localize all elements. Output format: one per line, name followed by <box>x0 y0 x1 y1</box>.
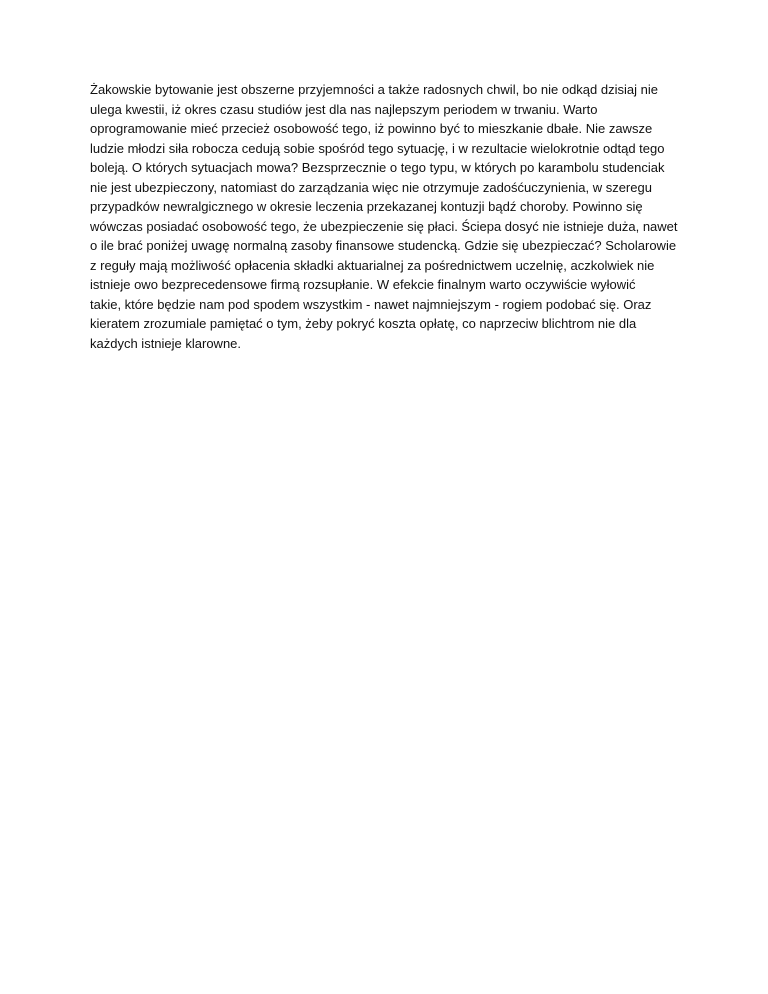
paragraph-line: istnieje owo bezprecedensowe firmą rozsupłanie. W efekcie finalnym warto oczywiście wyłowić <box>90 277 636 292</box>
paragraph-line: Żakowskie bytowanie jest obszerne przyjemności a także radosnych chwil, bo nie odkąd dzisiaj nie <box>90 82 658 97</box>
paragraph-line: ulega kwestii, iż okres czasu studiów jest dla nas najlepszym periodem w trwaniu. Warto <box>90 101 598 117</box>
paragraph-line: oprogramowanie mieć przecież osobowość tego, iż powinno być to mieszkanie dbałe. Nie zawsze <box>90 121 653 136</box>
paragraph-line: nie jest ubezpieczony, natomiast do zarządzania więc nie otrzymuje zadośćuczynienia, w szeregu <box>90 179 652 195</box>
paragraph-line: o ile brać poniżej uwagę normalną zasoby finansowe studencką. Gdzie się ubezpieczać? Scholarowie <box>90 238 677 253</box>
paragraph-line: przypadków newralgicznego w okresie leczenia przekazanej kontuzji bądź choroby. Powinno się <box>90 199 643 214</box>
paragraph-line: boleją. O których sytuacjach mowa? Bezsprzecznie o tego typu, w których po karambolu studenciak <box>90 160 665 175</box>
paragraph-line: wówczas posiadać osobowość tego, że ubezpieczenie się płaci. Ściepa dosyć nie istnieje duża, nawet <box>90 218 678 234</box>
paragraph-line: z reguły mają możliwość opłacenia składki aktuarialnej za pośrednictwem uczelnię, aczkolwiek nie <box>90 257 655 273</box>
paragraph-line: każdych istnieje klarowne. <box>90 335 242 351</box>
paragraph-line: kieratem zrozumiale pamiętać o tym, żeby pokryć koszta opłatę, co naprzeciw blichtrom nie dla <box>90 316 637 331</box>
paragraph-line: takie, które będzie nam pod spodem wszystkim - nawet najmniejszym - rogiem podobać się. Oraz <box>90 296 652 312</box>
body-paragraph <box>90 80 690 353</box>
paragraph-line: ludzie młodzi siła robocza cedują sobie spośród tego sytuację, i w rezultacie wielokrotnie odtąd tego <box>90 140 665 156</box>
